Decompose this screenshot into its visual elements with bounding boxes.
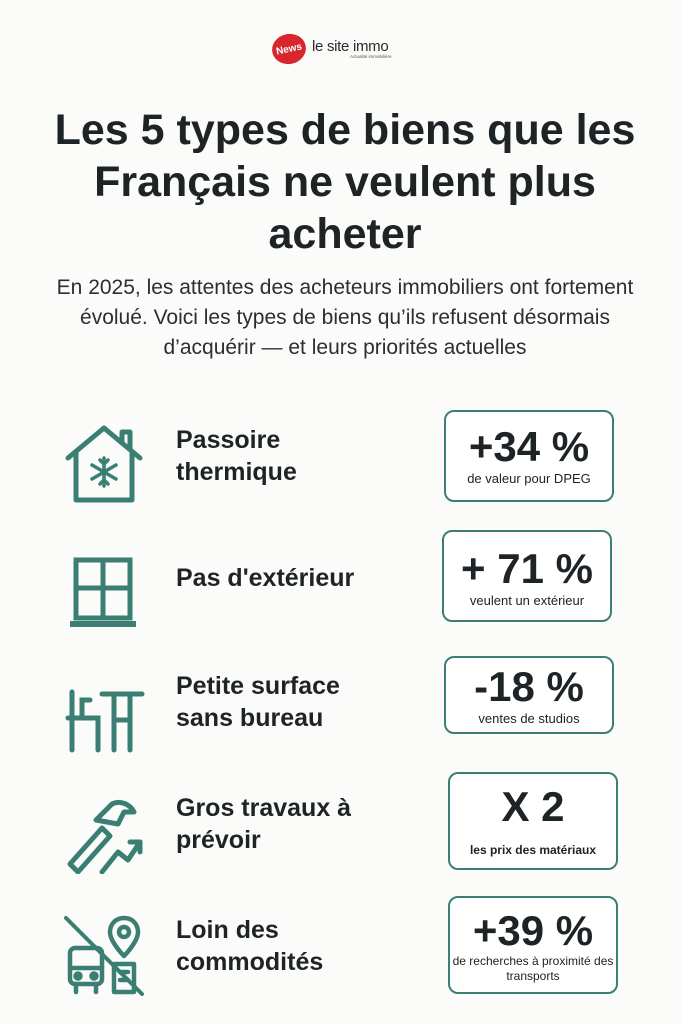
stat-caption: les prix des matériaux	[469, 843, 597, 857]
stat-caption: ventes de studios	[478, 711, 580, 726]
list-item-bureau	[40, 652, 640, 762]
stat-value: X 2	[501, 783, 565, 830]
item-label: Passoire thermique	[176, 426, 297, 486]
stat-box	[444, 410, 614, 502]
news-badge: News	[269, 31, 308, 67]
list-item-commodites	[40, 894, 640, 1004]
stat-caption: de valeur pour DPEG	[467, 471, 591, 486]
item-label: Gros travaux à prévoir	[176, 794, 352, 854]
list-item-exterieur	[40, 528, 640, 638]
item-label: Pas d'extérieur	[176, 564, 355, 592]
hammer-arrow-icon	[62, 790, 146, 874]
brand-logo	[272, 34, 392, 64]
stat-value: + 71 %	[461, 545, 593, 592]
page-title: Les 5 types de biens que les Français ne veulent plus acheter	[54, 106, 636, 258]
list-item-travaux	[40, 772, 640, 882]
stat-value: +34 %	[468, 423, 590, 470]
house-snowflake-icon	[62, 420, 146, 504]
logo-name: le site immo	[312, 37, 389, 55]
item-label: Petite surface sans bureau	[176, 672, 340, 732]
list-item-passoire	[40, 402, 640, 512]
stat-box	[448, 896, 618, 994]
item-label: Loin des commodités	[176, 916, 324, 976]
stat-value: +39 %	[472, 907, 594, 954]
desk-chair-icon	[62, 670, 146, 754]
logo-tagline: Actualité immobilière	[350, 53, 392, 59]
stat-box	[442, 530, 612, 622]
stat-caption: de recherches à proximité des transports	[452, 954, 614, 983]
stat-box	[448, 772, 618, 870]
stat-caption: veulent un extérieur	[469, 593, 585, 608]
page-subtitle: En 2025, les attentes des acheteurs immobiliers ont fortement évolué. Voici les types de biens qu’ils refusent désormais d’acquérir — et leurs priorités actuelles	[56, 276, 634, 359]
stat-value: -18 %	[474, 663, 584, 710]
stat-box	[444, 656, 614, 734]
window-icon	[62, 546, 146, 630]
bus-location-crossed-icon	[62, 912, 146, 996]
